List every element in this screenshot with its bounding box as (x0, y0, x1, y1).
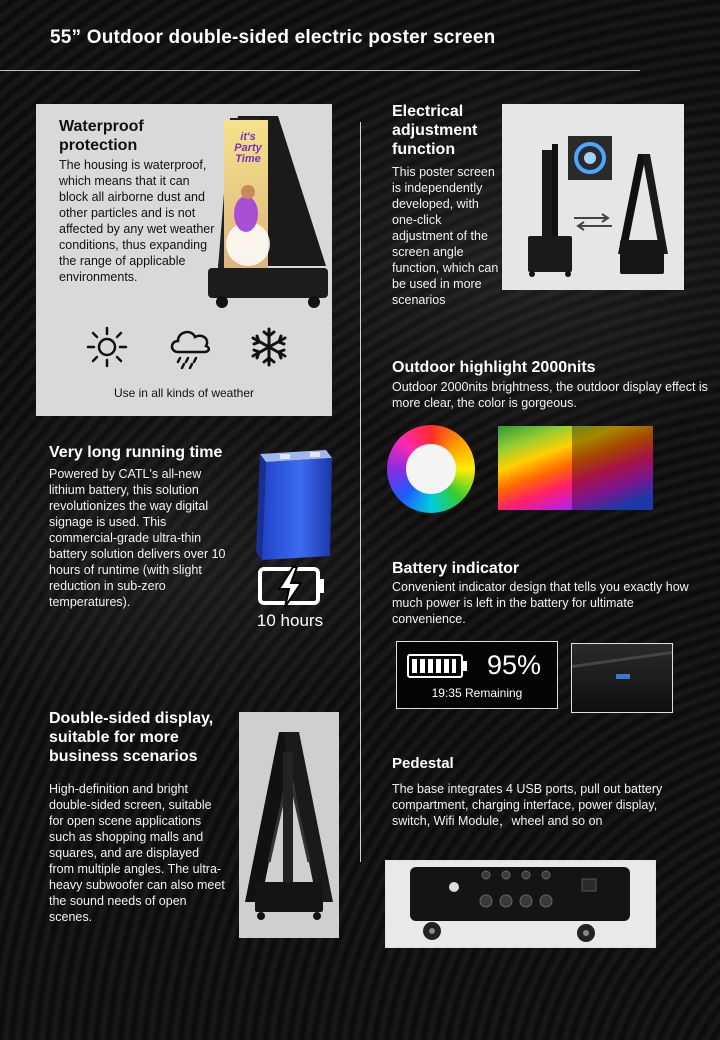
rain-cloud-icon (166, 324, 214, 370)
waterproof-body: The housing is waterproof, which means that it can block all airborne dust and other particles and is not affected by any wet weather conditions, thus expanding the range of applicable environments. (59, 158, 215, 284)
hours-label: 10 hours (256, 611, 324, 630)
electrical-body: This poster screen is independently developed, with one-click adjustment of the screen angle function, which can be used in more scenarios (392, 165, 499, 307)
pedestal-body: The base integrates 4 USB ports, pull out battery compartment, charging interface, power display, switch, Wifi Module，wheel and so on (392, 782, 663, 828)
weather-caption: Use in all kinds of weather (113, 386, 255, 400)
charging-battery-icon (257, 565, 327, 609)
sun-icon (86, 326, 128, 368)
double-sided-body: High-definition and bright double-sided screen, suitable for open scene applications such as shopping malls and squares, and are displayed from multiple angles. The ultra-heavy subwoofer can also meet the sound needs of open scenes. (49, 782, 225, 924)
waterproof-heading: Waterproof protection (59, 118, 144, 154)
pedestal-heading: Pedestal (392, 755, 454, 772)
highlight-body: Outdoor 2000nits brightness, the outdoor display effect is more clear, the color is gorgeous. (392, 380, 708, 410)
double-sided-stand-image (239, 712, 339, 938)
double-sided-heading: Double-sided display, suitable for more business scenarios (49, 710, 214, 765)
poster-stand-image (208, 116, 328, 312)
electrical-heading: Electrical adjustment function (392, 103, 478, 158)
running-time-body: Powered by CATL's all-new lithium battery, this solution revolutionizes the way digital signage is used. This commercial-grade ultra-thin battery solution delivers over 10 hours of runtime (with slight reduction in sub-zero temperatures). (49, 467, 226, 609)
page-title: 55” Outdoor double-sided electric poster screen (50, 27, 496, 48)
battery-indicator-body: Convenient indicator design that tells you exactly how much power is left in the battery for ultimate convenience. (392, 580, 689, 626)
waterproof-panel (36, 104, 332, 416)
snowflake-icon (248, 326, 290, 368)
pedestal-image (385, 860, 656, 948)
column-divider (360, 122, 361, 862)
battery-display (396, 641, 558, 709)
color-wheel-image (387, 425, 475, 513)
title-divider (0, 70, 640, 71)
battery-level-icon (407, 654, 463, 678)
battery-percent: 95% (487, 650, 542, 680)
battery-indicator-heading: Battery indicator (392, 560, 520, 577)
angle-adjust-image (502, 104, 684, 290)
battery-level-fill (412, 659, 456, 673)
color-spectrum-image (498, 426, 653, 510)
battery-cell-image (252, 446, 334, 560)
running-time-heading: Very long running time (49, 444, 223, 461)
battery-panel-image (571, 643, 673, 713)
poster-screen-text: it's Party Time (234, 131, 262, 165)
battery-remaining: 19:35 Remaining (431, 686, 523, 700)
highlight-heading: Outdoor highlight 2000nits (392, 359, 596, 376)
